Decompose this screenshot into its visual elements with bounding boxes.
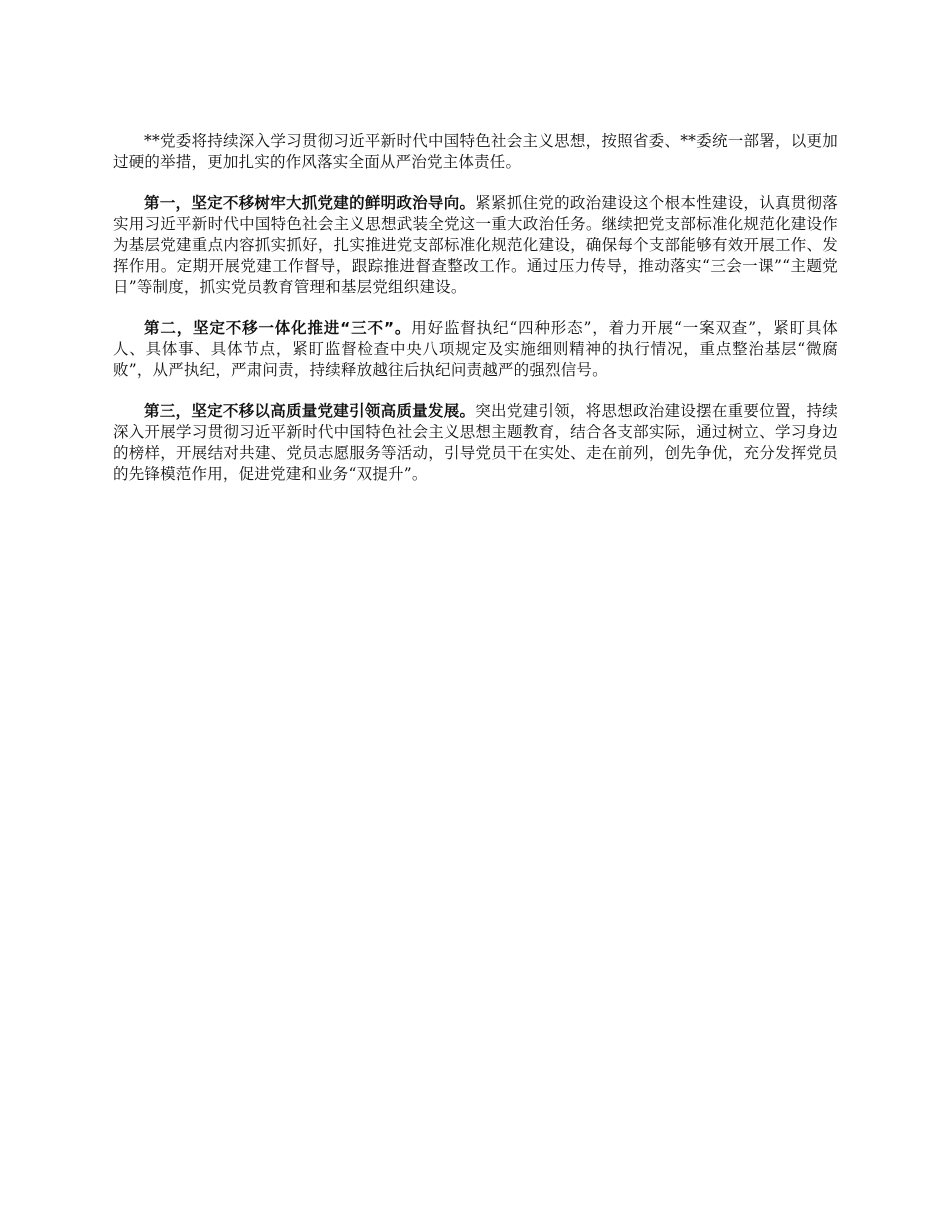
document-page: [113, 131, 838, 505]
paragraph-intro: [113, 131, 838, 173]
paragraph-body: 突出党建引领，将思想政治建设摆在重要位置，持续深入开展学习贯彻习近平新时代中国特色社会主义思想主题教育，结合各支部实际，通过树立、学习身边的榜样，开展结对共建、党员志愿服务等活动，引导党员干在实处、走在前列，创先争优，充分发挥党员的先锋模范作用，促进党建和业务“双提升”。: [113, 402, 838, 483]
paragraph-lead: 第二，坚定不移一体化推进“三不”。: [144, 319, 412, 337]
paragraph-first: [113, 193, 838, 298]
paragraph-second: [113, 318, 838, 381]
paragraph-body: 用好监督执纪“四种形态”，着力开展“一案双查”，紧盯具体人、具体事、具体节点，紧盯监督检查中央八项规定及实施细则精神的执行情况，重点整治基层“微腐败”，从严执纪，严肃问责，持续释放越往后执纪问责越严的强烈信号。: [113, 319, 838, 379]
paragraph-body: 紧紧抓住党的政治建设这个根本性建设，认真贯彻落实用习近平新时代中国特色社会主义思想武装全党这一重大政治任务。继续把党支部标准化规范化建设作为基层党建重点内容抓实抓好，扎实推进党支部标准化规范化建设，确保每个支部能够有效开展工作、发挥作用。定期开展党建工作督导，跟踪推进督查整改工作。通过压力传导，推动落实“三会一课”“主题党日”等制度，抓实党员教育管理和基层党组织建设。: [113, 194, 838, 296]
paragraph-lead: 第三，坚定不移以高质量党建引领高质量发展。: [144, 402, 476, 420]
paragraph-body: **党委将持续深入学习贯彻习近平新时代中国特色社会主义思想，按照省委、**委统一部署，以更加过硬的举措，更加扎实的作风落实全面从严治党主体责任。: [113, 132, 838, 171]
paragraph-third: [113, 401, 838, 485]
paragraph-lead: 第一，坚定不移树牢大抓党建的鲜明政治导向。: [144, 194, 476, 212]
